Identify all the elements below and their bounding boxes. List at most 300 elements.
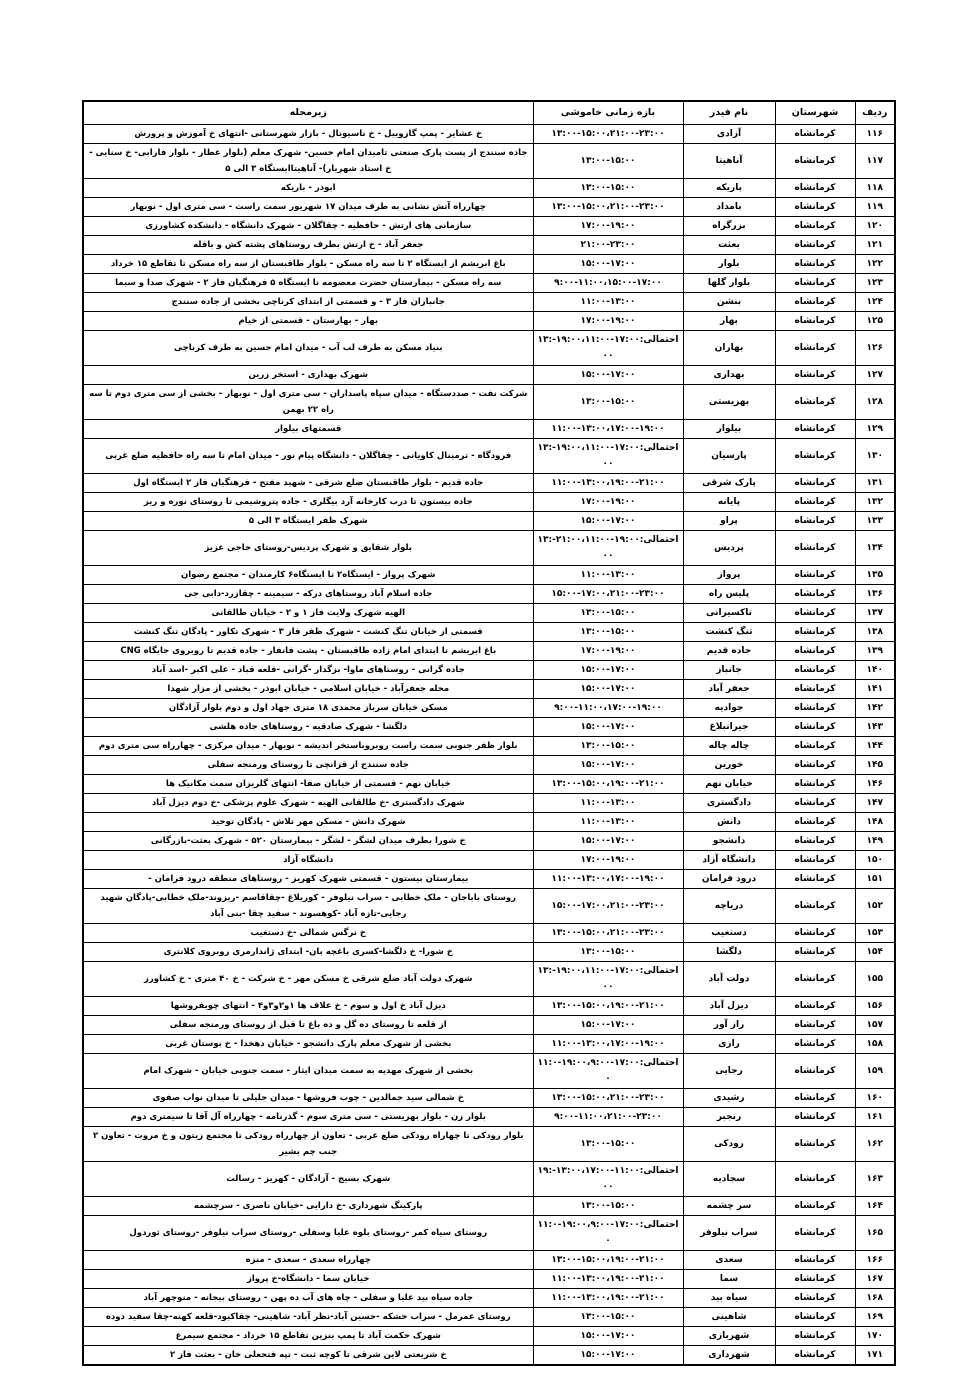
table-row xyxy=(83,566,895,585)
county-cell: کرمانشاه xyxy=(775,366,855,385)
outage-time-cell: ۱۱:۰۰-۱۳:۰۰،۱۷:۰۰-۱۹:۰۰ xyxy=(533,870,683,889)
table-row xyxy=(83,366,895,385)
sub-neighborhood-cell: جاده گرانی - روستاهای ماوا- بزگدار -گرانی -قلعه قباد - علی اکبر -اسد آباد xyxy=(83,661,533,680)
feeder-name-cell: دیزل آباد xyxy=(683,997,775,1016)
table-row xyxy=(83,1162,895,1197)
feeder-name-cell: شاهینی xyxy=(683,1308,775,1327)
county-cell: کرمانشاه xyxy=(775,585,855,604)
sub-neighborhood-cell: شهرک دانش - مسکن مهر تلاش - پادگان توحید xyxy=(83,813,533,832)
county-cell: کرمانشاه xyxy=(775,493,855,512)
table-row xyxy=(83,198,895,217)
feeder-name-cell: بزرگراه xyxy=(683,217,775,236)
outage-time-cell: احتمالی:۱۷:۰۰-۱۹:۰۰،۱۱:۰۰-۱۳:۰۰ xyxy=(533,962,683,997)
sub-neighborhood-cell: جاده سیاه بید علیا و سفلی - چاه های آب ده پهن - روستای بیجانه - منوچهر آباد xyxy=(83,1289,533,1308)
header-outage-time-range: بازه زمانی خاموشی xyxy=(533,101,683,125)
row-number-cell: ۱۶۰ xyxy=(855,1089,895,1108)
row-number-cell: ۱۲۷ xyxy=(855,366,895,385)
county-cell: کرمانشاه xyxy=(775,924,855,943)
table-row xyxy=(83,179,895,198)
outage-time-cell: ۱۳:۰۰-۱۵:۰۰ xyxy=(533,943,683,962)
row-number-cell: ۱۳۲ xyxy=(855,493,895,512)
row-number-cell: ۱۶۸ xyxy=(855,1289,895,1308)
row-number-cell: ۱۵۷ xyxy=(855,1016,895,1035)
row-number-cell: ۱۵۱ xyxy=(855,870,895,889)
feeder-name-cell: بیلوار xyxy=(683,420,775,439)
row-number-cell: ۱۲۲ xyxy=(855,255,895,274)
outage-time-cell: احتمالی:۱۷:۰۰-۱۹:۰۰،۹:۰۰-۱۱:۰۰ xyxy=(533,1054,683,1089)
table-row xyxy=(83,962,895,997)
county-cell: کرمانشاه xyxy=(775,312,855,331)
header-row-number: ردیف xyxy=(855,101,895,125)
sub-neighborhood-cell: خ شمالی سید جمالدین - چوب فروشها - میدان جلیلی تا میدان نواب صفوی xyxy=(83,1089,533,1108)
feeder-name-cell: تنگ کنشت xyxy=(683,623,775,642)
county-cell: کرمانشاه xyxy=(775,512,855,531)
sub-neighborhood-cell: خ نرگس شمالی -خ دستغیب xyxy=(83,924,533,943)
table-row xyxy=(83,794,895,813)
table-row xyxy=(83,832,895,851)
county-cell: کرمانشاه xyxy=(775,125,855,144)
feeder-name-cell: رنجبر xyxy=(683,1108,775,1127)
sub-neighborhood-cell: شهرک بسیج - آزادگان - کهریز - رسالت xyxy=(83,1162,533,1197)
county-cell: کرمانشاه xyxy=(775,794,855,813)
sub-neighborhood-cell: جانبازان فاز ۳ - و قسمتی از ابتدای کرناچی بخشی از جاده سنندج xyxy=(83,293,533,312)
feeder-name-cell: بامداد xyxy=(683,198,775,217)
feeder-name-cell: رودکی xyxy=(683,1127,775,1162)
table-row xyxy=(83,813,895,832)
outage-time-cell: ۱۵:۰۰-۱۷:۰۰ xyxy=(533,661,683,680)
feeder-name-cell: پرواز xyxy=(683,566,775,585)
table-row xyxy=(83,997,895,1016)
county-cell: کرمانشاه xyxy=(775,680,855,699)
row-number-cell: ۱۲۰ xyxy=(855,217,895,236)
row-number-cell: ۱۶۳ xyxy=(855,1162,895,1197)
county-cell: کرمانشاه xyxy=(775,566,855,585)
outage-time-cell: ۹:۰۰-۱۱:۰۰،۲۱:۰۰-۲۳:۰۰ xyxy=(533,1108,683,1127)
feeder-name-cell: جوادیه xyxy=(683,699,775,718)
feeder-name-cell: بلوار xyxy=(683,255,775,274)
outage-time-cell: ۱۱:۰۰-۱۳:۰۰ xyxy=(533,813,683,832)
outage-time-cell: ۱۵:۰۰-۱۷:۰۰ xyxy=(533,512,683,531)
county-cell: کرمانشاه xyxy=(775,889,855,924)
outage-time-cell: ۱۵:۰۰-۱۷:۰۰ xyxy=(533,680,683,699)
table-row xyxy=(83,1270,895,1289)
feeder-name-cell: سیاه بید xyxy=(683,1289,775,1308)
outage-time-cell: ۱۳:۰۰-۱۵:۰۰،۲۱:۰۰-۲۳:۰۰ xyxy=(533,1089,683,1108)
outage-time-cell: ۱۳:۰۰-۱۵:۰۰ xyxy=(533,1308,683,1327)
table-row xyxy=(83,1016,895,1035)
county-cell: کرمانشاه xyxy=(775,699,855,718)
table-row xyxy=(83,1108,895,1127)
table-header xyxy=(83,101,895,125)
row-number-cell: ۱۴۳ xyxy=(855,718,895,737)
row-number-cell: ۱۳۸ xyxy=(855,623,895,642)
county-cell: کرمانشاه xyxy=(775,851,855,870)
outage-time-cell: ۱۳:۰۰-۱۵:۰۰،۲۱:۰۰-۲۳:۰۰ xyxy=(533,924,683,943)
outage-time-cell: ۲۱:۰۰-۲۳:۰۰ xyxy=(533,236,683,255)
table-row xyxy=(83,1216,895,1251)
county-cell: کرمانشاه xyxy=(775,420,855,439)
outage-time-cell: ۱۵:۰۰-۱۷:۰۰،۲۱:۰۰-۲۳:۰۰ xyxy=(533,889,683,924)
table-row xyxy=(83,775,895,794)
sub-neighborhood-cell: جاده سنندج از قزانچی تا روستای ورمنجه سفلی xyxy=(83,756,533,775)
sub-neighborhood-cell: روستای عمرمل - سراب خشکه -حسین آباد-نظر آباد- شاهینی- چقاکبود-قلعه کهنه-چقا سفید دوده xyxy=(83,1308,533,1327)
sub-neighborhood-cell: بنیاد مسکن به طرف لب آب - میدان امام حسین به طرف کرناچی xyxy=(83,331,533,366)
row-number-cell: ۱۶۲ xyxy=(855,1127,895,1162)
county-cell: کرمانشاه xyxy=(775,144,855,179)
row-number-cell: ۱۳۰ xyxy=(855,439,895,474)
table-row xyxy=(83,1054,895,1089)
row-number-cell: ۱۶۷ xyxy=(855,1270,895,1289)
outage-time-cell: ۱۵:۰۰-۱۷:۰۰،۲۱:۰۰-۲۳:۰۰ xyxy=(533,585,683,604)
header-sub-neighborhood: زیرمحله xyxy=(83,101,533,125)
outage-time-cell: ۱۱:۰۰-۱۳:۰۰،۱۷:۰۰-۱۹:۰۰ xyxy=(533,420,683,439)
table-row xyxy=(83,924,895,943)
row-number-cell: ۱۵۹ xyxy=(855,1054,895,1089)
table-row xyxy=(83,585,895,604)
feeder-name-cell: خیابان نهم xyxy=(683,775,775,794)
row-number-cell: ۱۳۵ xyxy=(855,566,895,585)
outage-time-cell: ۱۵:۰۰-۱۷:۰۰ xyxy=(533,366,683,385)
table-row xyxy=(83,331,895,366)
sub-neighborhood-cell: چهارراه آتش نشانی به طرف میدان ۱۷ شهریور سمت راست - سی متری اول - نوبهار xyxy=(83,198,533,217)
outage-time-cell: ۱۳:۰۰-۱۵:۰۰،۲۱:۰۰-۲۳:۰۰ xyxy=(533,198,683,217)
sub-neighborhood-cell: دیزل آباد خ اول و سوم - خ علاف ها ۱و۲و۳و۴ - انتهای چوبفروشها xyxy=(83,997,533,1016)
table-row xyxy=(83,1197,895,1216)
sub-neighborhood-cell: بهار - بهارستان - قسمتی از خیام xyxy=(83,312,533,331)
county-cell: کرمانشاه xyxy=(775,1035,855,1054)
sub-neighborhood-cell: جاده بیستون تا درب کارخانه آرد بیگلری - جاده پتروشیمی تا روستای نوره و ریز xyxy=(83,493,533,512)
sub-neighborhood-cell: شهرک پرواز - ایستگاه۲ تا ایستگاه۶ کارمندان - مجتمع رضوان xyxy=(83,566,533,585)
table-row xyxy=(83,274,895,293)
county-cell: کرمانشاه xyxy=(775,179,855,198)
county-cell: کرمانشاه xyxy=(775,1289,855,1308)
county-cell: کرمانشاه xyxy=(775,1270,855,1289)
sub-neighborhood-cell: جاده سنندج از پست پارک صنعتی تامیدان امام حسین- شهرک معلم (بلوار عطار - بلوار فارابی- خ سنایی - خ استاد شهریار)- آناهیتاایستگاه ۳ الی ۵ xyxy=(83,144,533,179)
sub-neighborhood-cell: شهرک دولت آباد ضلع شرقی خ مسکن مهر - خ شرکت - خ ۴۰ متری - خ کشاورز xyxy=(83,962,533,997)
sub-neighborhood-cell: سه راه مسکن - بیمارستان حضرت معصومه تا ایستگاه ۵ فرهنگیان فاز ۲ - شهرک صدا و سیما xyxy=(83,274,533,293)
table-row xyxy=(83,217,895,236)
county-cell: کرمانشاه xyxy=(775,604,855,623)
feeder-name-cell: جانباز xyxy=(683,661,775,680)
row-number-cell: ۱۲۱ xyxy=(855,236,895,255)
sub-neighborhood-cell: جعفر آباد - خ ارتش بطرف روستاهای پشته کش و باقله xyxy=(83,236,533,255)
sub-neighborhood-cell: بلوار رودکی تا چهاراه رودکی ضلع غربی - تعاون از چهارراه رودکی تا مجتمع زیتون و خ مروت - تعاون ۲ جنب چم بشیر xyxy=(83,1127,533,1162)
table-row xyxy=(83,1127,895,1162)
feeder-name-cell: پایانه xyxy=(683,493,775,512)
feeder-name-cell: رجایی xyxy=(683,1054,775,1089)
feeder-name-cell: آناهیتا xyxy=(683,144,775,179)
table-row xyxy=(83,1308,895,1327)
county-cell: کرمانشاه xyxy=(775,331,855,366)
outage-time-cell: ۹:۰۰-۱۱:۰۰،۱۵:۰۰-۱۷:۰۰ xyxy=(533,274,683,293)
feeder-name-cell: پلیس راه xyxy=(683,585,775,604)
row-number-cell: ۱۲۶ xyxy=(855,331,895,366)
county-cell: کرمانشاه xyxy=(775,1162,855,1197)
feeder-name-cell: جاده قدیم xyxy=(683,642,775,661)
table-row xyxy=(83,943,895,962)
feeder-name-cell: شهرداری xyxy=(683,1346,775,1366)
county-cell: کرمانشاه xyxy=(775,775,855,794)
county-cell: کرمانشاه xyxy=(775,661,855,680)
table-row xyxy=(83,312,895,331)
sub-neighborhood-cell: شهرک حکمت آباد تا پمپ بنزین تقاطع ۱۵ خرداد - مجتمع سیمرغ xyxy=(83,1327,533,1346)
sub-neighborhood-cell: قسمتهای بیلوار xyxy=(83,420,533,439)
outage-time-cell: ۹:۰۰-۱۱:۰۰،۱۷:۰۰-۱۹:۰۰ xyxy=(533,699,683,718)
row-number-cell: ۱۴۴ xyxy=(855,737,895,756)
row-number-cell: ۱۳۷ xyxy=(855,604,895,623)
table-row xyxy=(83,718,895,737)
row-number-cell: ۱۲۹ xyxy=(855,420,895,439)
sub-neighborhood-cell: خیابان نهم - قسمتی از خیابان صفا- انتهای گلریزان سمت مکانیک ها xyxy=(83,775,533,794)
feeder-name-cell: پراو xyxy=(683,512,775,531)
county-cell: کرمانشاه xyxy=(775,870,855,889)
row-number-cell: ۱۴۵ xyxy=(855,756,895,775)
outage-time-cell: ۱۳:۰۰-۱۵:۰۰ xyxy=(533,1127,683,1162)
outage-time-cell: ۱۵:۰۰-۱۷:۰۰ xyxy=(533,832,683,851)
row-number-cell: ۱۳۳ xyxy=(855,512,895,531)
row-number-cell: ۱۱۷ xyxy=(855,144,895,179)
outage-time-cell: ۱۳:۰۰-۱۵:۰۰ xyxy=(533,385,683,420)
row-number-cell: ۱۶۴ xyxy=(855,1197,895,1216)
outage-time-cell: ۱۵:۰۰-۱۷:۰۰ xyxy=(533,1327,683,1346)
feeder-name-cell: بهاران xyxy=(683,331,775,366)
county-cell: کرمانشاه xyxy=(775,962,855,997)
schedule-table-body xyxy=(83,125,895,1366)
row-number-cell: ۱۵۲ xyxy=(855,889,895,924)
county-cell: کرمانشاه xyxy=(775,718,855,737)
outage-time-cell: ۱۳:۰۰-۱۵:۰۰ xyxy=(533,737,683,756)
row-number-cell: ۱۵۴ xyxy=(855,943,895,962)
row-number-cell: ۱۵۸ xyxy=(855,1035,895,1054)
sub-neighborhood-cell: باغ ابریشم از ایستگاه ۲ تا سه راه مسکن - بلوار طاقبستان از سه راه مسکن تا تقاطع ۱۵ خرداد xyxy=(83,255,533,274)
outage-time-cell: ۱۱:۰۰-۱۳:۰۰ xyxy=(533,794,683,813)
county-cell: کرمانشاه xyxy=(775,1251,855,1270)
feeder-name-cell: سجادیه xyxy=(683,1162,775,1197)
table-row xyxy=(83,420,895,439)
sub-neighborhood-cell: بلوار ظفر جنوبی سمت راست روبروباستخر اندیشه - نوبهار - میدان مرکزی - چهارراه سی متری دوم xyxy=(83,737,533,756)
county-cell: کرمانشاه xyxy=(775,737,855,756)
table-row xyxy=(83,293,895,312)
feeder-name-cell: دلگشا xyxy=(683,943,775,962)
row-number-cell: ۱۵۰ xyxy=(855,851,895,870)
table-row xyxy=(83,623,895,642)
feeder-name-cell: سعدی xyxy=(683,1251,775,1270)
sub-neighborhood-cell: از قلعه تا روستای ده گل و ده باغ تا قبل از روستای ورمنجه سفلی xyxy=(83,1016,533,1035)
table-row xyxy=(83,474,895,493)
table-row xyxy=(83,1289,895,1308)
header-feeder-name: نام فیدر xyxy=(683,101,775,125)
feeder-name-cell: پارک شرقی xyxy=(683,474,775,493)
sub-neighborhood-cell: روستای باباجان - ملک خطابی - سراب نیلوفر - کوریلاغ -چقاقاسم -ریزوند-ملک خطابی-پادگان شهید رجایی-تازه آباد -کوهسوند - سفید چقا -بنی آباد xyxy=(83,889,533,924)
sub-neighborhood-cell: سازمانی های ارتش - حافظیه - چقاگلان - شهرک دانشگاه - دانشکده کشاورزی xyxy=(83,217,533,236)
sub-neighborhood-cell: جاده اسلام آباد روستاهای درکه - سیمینه - چقازرد-دابی جی xyxy=(83,585,533,604)
sub-neighborhood-cell: خیابان سما - دانشگاه-خ پرواز xyxy=(83,1270,533,1289)
table-row xyxy=(83,737,895,756)
feeder-name-cell: پردیس xyxy=(683,531,775,566)
table-row xyxy=(83,236,895,255)
feeder-name-cell: دستغیب xyxy=(683,924,775,943)
feeder-name-cell: شهربازی xyxy=(683,1327,775,1346)
header-row xyxy=(83,101,895,125)
feeder-name-cell: آزادی xyxy=(683,125,775,144)
outage-time-cell: ۱۱:۰۰-۱۳:۰۰،۱۹:۰۰-۲۱:۰۰ xyxy=(533,1289,683,1308)
outage-time-cell: ۱۳:۰۰-۱۵:۰۰،۲۱:۰۰-۲۳:۰۰ xyxy=(533,125,683,144)
sub-neighborhood-cell: شهرک بهداری - استخر زرین xyxy=(83,366,533,385)
feeder-name-cell: بهزیستی xyxy=(683,385,775,420)
outage-time-cell: احتمالی:۱۷:۰۰-۱۹:۰۰،۹:۰۰-۱۱:۰۰ xyxy=(533,1216,683,1251)
outage-time-cell: ۱۷:۰۰-۱۹:۰۰ xyxy=(533,642,683,661)
table-row xyxy=(83,125,895,144)
county-cell: کرمانشاه xyxy=(775,236,855,255)
feeder-name-cell: رازی xyxy=(683,1035,775,1054)
table-row xyxy=(83,1251,895,1270)
county-cell: کرمانشاه xyxy=(775,1327,855,1346)
table-row xyxy=(83,870,895,889)
sub-neighborhood-cell: پارکینگ شهرداری -خ دارایی -خیابان ناصری - سرچشمه xyxy=(83,1197,533,1216)
outage-time-cell: ۱۳:۰۰-۱۵:۰۰ xyxy=(533,179,683,198)
county-cell: کرمانشاه xyxy=(775,623,855,642)
table-row xyxy=(83,1346,895,1366)
outage-time-cell: احتمالی:۱۹:۰۰-۲۱:۰۰،۱۱:۰۰-۱۳:۰۰ xyxy=(533,531,683,566)
county-cell: کرمانشاه xyxy=(775,997,855,1016)
county-cell: کرمانشاه xyxy=(775,439,855,474)
county-cell: کرمانشاه xyxy=(775,813,855,832)
sub-neighborhood-cell: بیمارستان بیستون - قسمتی شهرک کهریز - روستاهای منطقه درود فرامان - xyxy=(83,870,533,889)
county-cell: کرمانشاه xyxy=(775,642,855,661)
sub-neighborhood-cell: خ شریعتی لاین شرقی تا کوچه ثبت - تپه فتحعلی خان - بعثت فاز ۲ xyxy=(83,1346,533,1366)
sub-neighborhood-cell: فرودگاه - ترمینال کاویانی - چقاگلان - دانشگاه پیام نور - میدان امام تا سه راه حافظیه ضلع غربی xyxy=(83,439,533,474)
county-cell: کرمانشاه xyxy=(775,217,855,236)
table-row xyxy=(83,1035,895,1054)
table-row xyxy=(83,439,895,474)
row-number-cell: ۱۱۶ xyxy=(855,125,895,144)
feeder-name-cell: دانشگاه آزاد xyxy=(683,851,775,870)
table-row xyxy=(83,699,895,718)
outage-time-cell: ۱۷:۰۰-۱۹:۰۰ xyxy=(533,851,683,870)
county-cell: کرمانشاه xyxy=(775,756,855,775)
outage-time-cell: ۱۱:۰۰-۱۳:۰۰ xyxy=(533,293,683,312)
outage-time-cell: ۱۷:۰۰-۱۹:۰۰ xyxy=(533,493,683,512)
outage-time-cell: ۱۳:۰۰-۱۵:۰۰ xyxy=(533,604,683,623)
sub-neighborhood-cell: خ شورا بطرف میدان لشگر - لشگر - بیمارستان ۵۲۰ - شهرک بعثت-بازرگانی xyxy=(83,832,533,851)
sub-neighborhood-cell: قسمتی از خیابان تنگ کنشت - شهرک ظفر فاز ۳ - شهرک تکاور - پادگان تنگ کنشت xyxy=(83,623,533,642)
county-cell: کرمانشاه xyxy=(775,531,855,566)
outage-time-cell: ۱۳:۰۰-۱۵:۰۰،۱۹:۰۰-۲۱:۰۰ xyxy=(533,1251,683,1270)
table-row xyxy=(83,531,895,566)
row-number-cell: ۱۴۰ xyxy=(855,661,895,680)
county-cell: کرمانشاه xyxy=(775,385,855,420)
header-county: شهرستان xyxy=(775,101,855,125)
sub-neighborhood-cell: شهرک دادگستری -خ طالقانی الهیه - شهرک علوم پزشکی -خ دوم دیزل آباد xyxy=(83,794,533,813)
feeder-name-cell: خورین xyxy=(683,756,775,775)
sub-neighborhood-cell: خ عشایر - پمپ گازوییل - خ ناسیونال - بازار شهرستانی -انتهای خ آموزش و پرورش xyxy=(83,125,533,144)
table-row xyxy=(83,851,895,870)
table-row xyxy=(83,680,895,699)
feeder-name-cell: رشیدی xyxy=(683,1089,775,1108)
row-number-cell: ۱۲۸ xyxy=(855,385,895,420)
sub-neighborhood-cell: چهارراه سعدی - سعدی - منزه xyxy=(83,1251,533,1270)
outage-time-cell: ۱۳:۰۰-۱۵:۰۰،۱۹:۰۰-۲۱:۰۰ xyxy=(533,775,683,794)
sub-neighborhood-cell: روستای سیاه کمر -روستای بلوه علیا وسفلی -روستای سراب نیلوفر -روستای ثوردول xyxy=(83,1216,533,1251)
sub-neighborhood-cell: ابوذر - باریکه xyxy=(83,179,533,198)
row-number-cell: ۱۴۷ xyxy=(855,794,895,813)
row-number-cell: ۱۷۱ xyxy=(855,1346,895,1366)
table-row xyxy=(83,385,895,420)
row-number-cell: ۱۶۹ xyxy=(855,1308,895,1327)
feeder-name-cell: باریکه xyxy=(683,179,775,198)
row-number-cell: ۱۳۹ xyxy=(855,642,895,661)
row-number-cell: ۱۳۶ xyxy=(855,585,895,604)
county-cell: کرمانشاه xyxy=(775,1308,855,1327)
table-row xyxy=(83,604,895,623)
feeder-name-cell: دریاچه xyxy=(683,889,775,924)
county-cell: کرمانشاه xyxy=(775,255,855,274)
row-number-cell: ۱۴۸ xyxy=(855,813,895,832)
feeder-name-cell: بلوار گلها xyxy=(683,274,775,293)
outage-schedule-sheet xyxy=(84,100,896,1366)
table-row xyxy=(83,642,895,661)
sub-neighborhood-cell: باغ ابریشم تا ابتدای امام زاده طاقبستان - پشت فانفار - جاده قدیم تا روبروی جایگاه CNG xyxy=(83,642,533,661)
feeder-name-cell: پارسیان xyxy=(683,439,775,474)
row-number-cell: ۱۶۶ xyxy=(855,1251,895,1270)
feeder-name-cell: راز آور xyxy=(683,1016,775,1035)
row-number-cell: ۱۵۳ xyxy=(855,924,895,943)
row-number-cell: ۱۷۰ xyxy=(855,1327,895,1346)
outage-time-cell: ۱۳:۰۰-۱۵:۰۰ xyxy=(533,623,683,642)
feeder-name-cell: جعفر آباد xyxy=(683,680,775,699)
county-cell: کرمانشاه xyxy=(775,198,855,217)
outage-time-cell: ۱۳:۰۰-۱۵:۰۰ xyxy=(533,1197,683,1216)
row-number-cell: ۱۵۶ xyxy=(855,997,895,1016)
outage-time-cell: ۱۱:۰۰-۱۳:۰۰،۱۹:۰۰-۲۱:۰۰ xyxy=(533,1270,683,1289)
county-cell: کرمانشاه xyxy=(775,293,855,312)
table-row xyxy=(83,512,895,531)
row-number-cell: ۱۲۵ xyxy=(855,312,895,331)
county-cell: کرمانشاه xyxy=(775,1016,855,1035)
county-cell: کرمانشاه xyxy=(775,1108,855,1127)
row-number-cell: ۱۳۴ xyxy=(855,531,895,566)
sub-neighborhood-cell: الهیه شهرک ولایت فاز ۱ و ۲ - خیابان طالقانی xyxy=(83,604,533,623)
table-row xyxy=(83,1089,895,1108)
sub-neighborhood-cell: بخشی از شهرک مهدیه به سمت میدان ایثار - سمت جنوبی خیابان - شهرک امام xyxy=(83,1054,533,1089)
outage-time-cell: ۱۵:۰۰-۱۷:۰۰ xyxy=(533,718,683,737)
county-cell: کرمانشاه xyxy=(775,274,855,293)
outage-time-cell: احتمالی:۱۷:۰۰-۱۹:۰۰،۱۱:۰۰-۱۳:۰۰ xyxy=(533,331,683,366)
sub-neighborhood-cell: مسکن خیابان سرباز محمدی ۱۸ متری جهاد اول و دوم بلوار آزادگان xyxy=(83,699,533,718)
county-cell: کرمانشاه xyxy=(775,1216,855,1251)
outage-time-cell: ۱۱:۰۰-۱۳:۰۰،۱۹:۰۰-۲۱:۰۰ xyxy=(533,474,683,493)
outage-time-cell: ۱۳:۰۰-۱۵:۰۰،۱۹:۰۰-۲۱:۰۰ xyxy=(533,997,683,1016)
row-number-cell: ۱۲۴ xyxy=(855,293,895,312)
table-row xyxy=(83,1327,895,1346)
feeder-name-cell: دادگستری xyxy=(683,794,775,813)
outage-time-cell: احتمالی:۱۷:۰۰-۱۹:۰۰،۱۱:۰۰-۱۳:۰۰ xyxy=(533,439,683,474)
county-cell: کرمانشاه xyxy=(775,1127,855,1162)
sub-neighborhood-cell: دانشگاه آزاد xyxy=(83,851,533,870)
outage-time-cell: ۱۱:۰۰-۱۳:۰۰ xyxy=(533,566,683,585)
outage-time-cell: ۱۳:۰۰-۱۵:۰۰ xyxy=(533,144,683,179)
sub-neighborhood-cell: بلوار شقایق و شهرک پردیس-روستای حاجی عزیز xyxy=(83,531,533,566)
row-number-cell: ۱۶۵ xyxy=(855,1216,895,1251)
sub-neighborhood-cell: شرکت نفت - صددستگاه - میدان سپاه پاسداران - سی متری اول - نوبهار - بخشی از سی متری دوم تا سه راه ۲۲ بهمن xyxy=(83,385,533,420)
row-number-cell: ۱۳۱ xyxy=(855,474,895,493)
table-row xyxy=(83,255,895,274)
table-row xyxy=(83,756,895,775)
feeder-name-cell: دولت آباد xyxy=(683,962,775,997)
county-cell: کرمانشاه xyxy=(775,1346,855,1366)
feeder-name-cell: سراب نیلوفر xyxy=(683,1216,775,1251)
feeder-name-cell: سما xyxy=(683,1270,775,1289)
